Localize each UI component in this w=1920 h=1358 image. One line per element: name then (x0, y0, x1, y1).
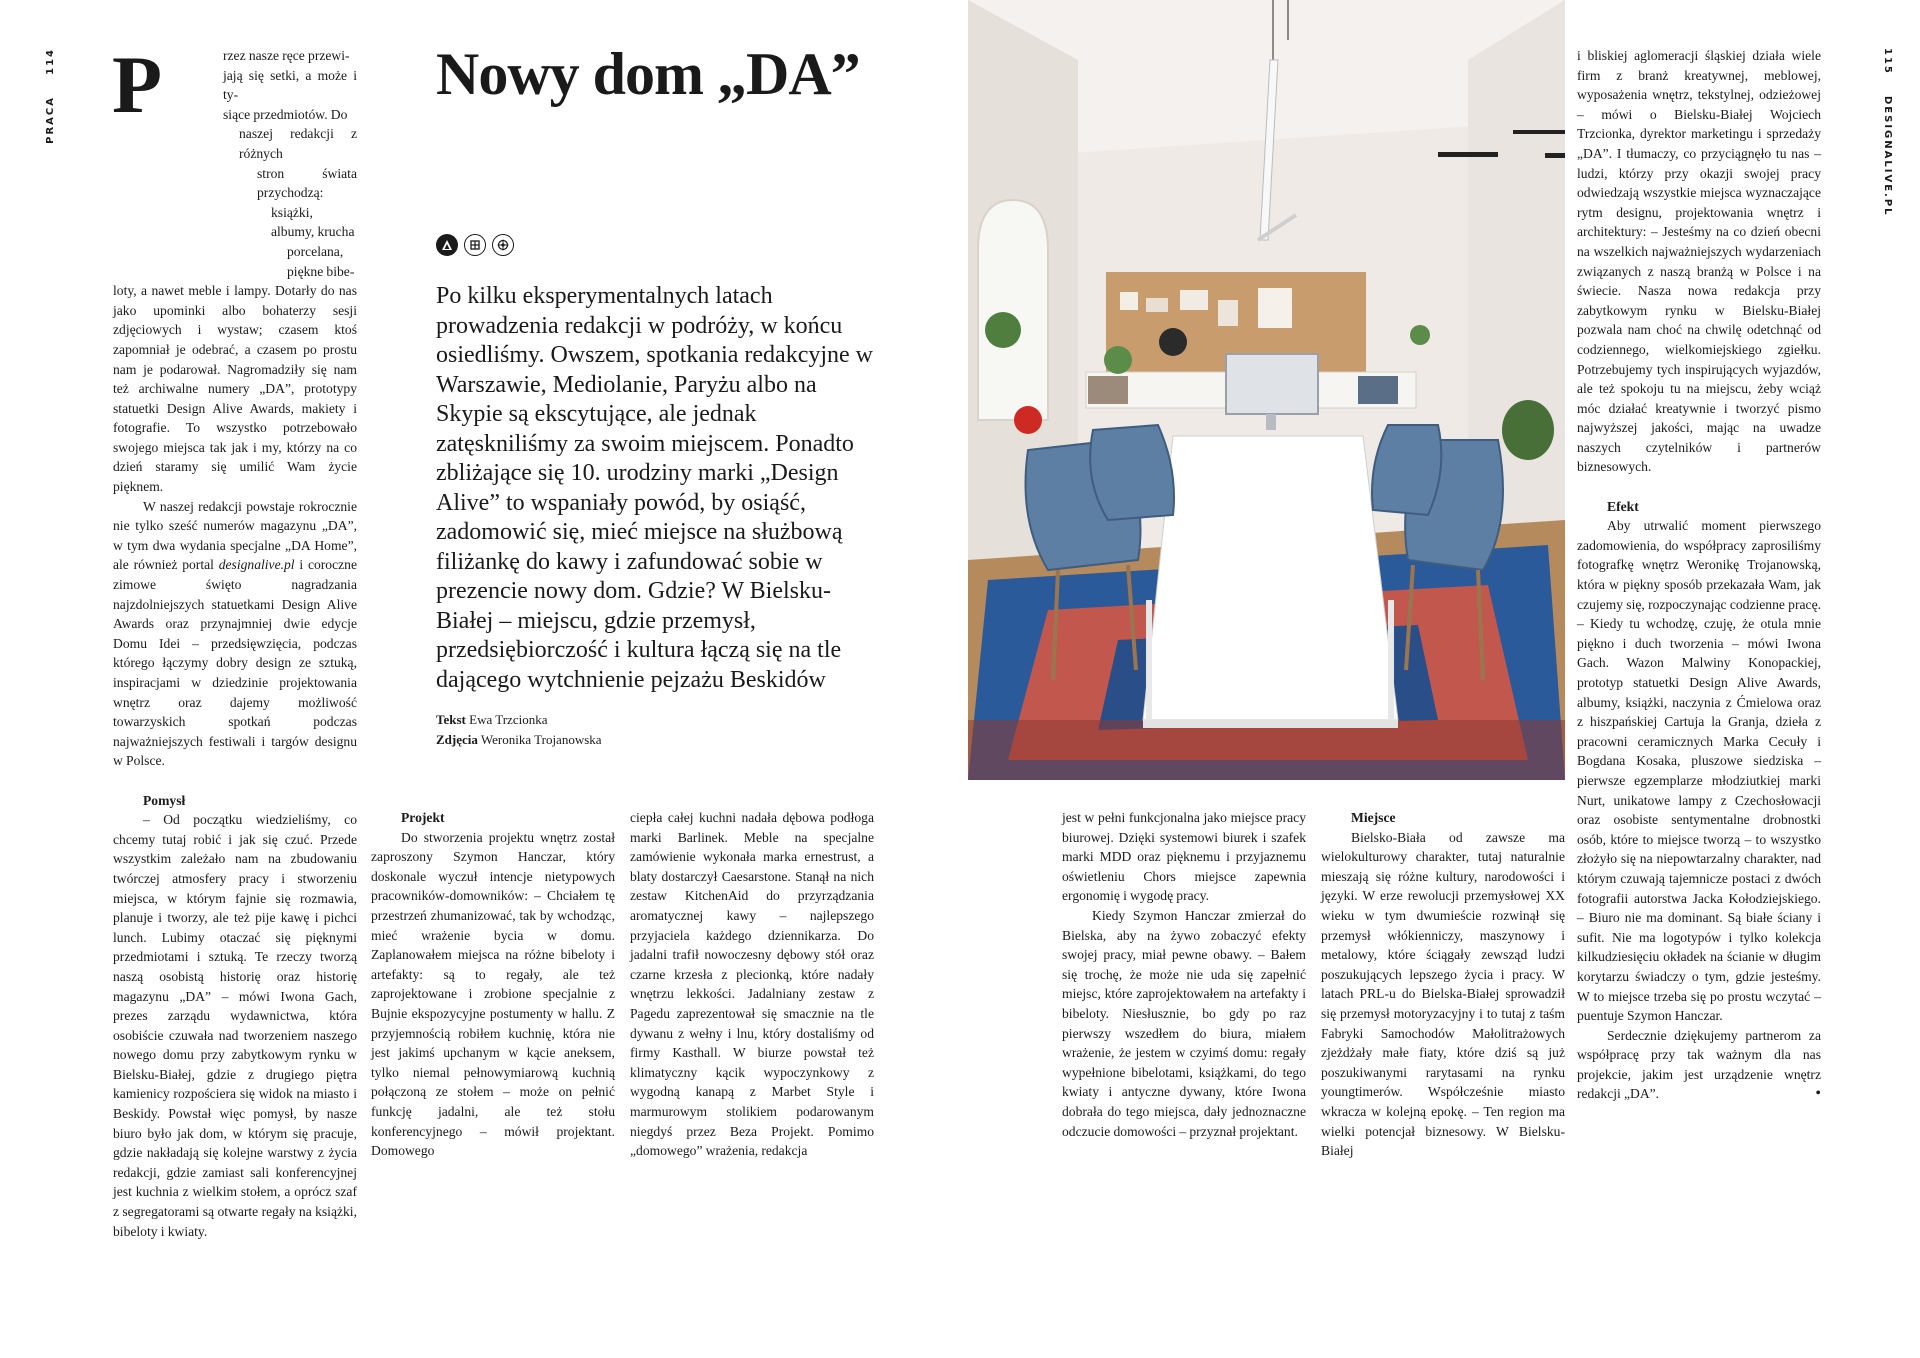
page-number-right: 115 (1882, 48, 1893, 75)
subhead-efekt: Efekt (1607, 498, 1639, 514)
section-label: PRACA (45, 96, 56, 144)
category-icons (436, 234, 514, 256)
dropcap-letter: P (112, 39, 163, 130)
column-2 (371, 808, 615, 1161)
lead-paragraph: Po kilku eksperymentalnych latach prowadzenia redakcji w podróży, w końcu osiedliśmy. Owszem, spotkania redakcyjne w Warszawie, Mediolanie, Paryżu albo na Skypie są ekscytujące, ale jednak zatęskniliśmy za swoim miejscem. Ponadto zbliżające się 10. urodziny marki „Design Alive” to wspaniały powód, by osiąść, zadomowić się, mieć miejsce na służbową filiżankę do kawy i zafundować sobie w prezencie nowy dom. Gdzie? W Bielsku-Białej – miejscu, gdzie przemysł, przedsiębiorczość i kultura łączą się na tle dającego wytchnienie pejzażu Beskidów (436, 283, 874, 693)
paragraph: W naszej redakcji powstaje rokrocznie nie tylko sześć numerów magazynu „DA”, w tym dwa wydania specjalne „DA Home”, ale również portal designalive.pl i coroczne zimowe święto nagradzania najzdolniejszych statuetkami Design Alive Awards oraz przynajmniej dwie edycje Domu Idei – przedsięwzięcia, podczas którego łączymy dobry design ze sztuką, inspiracjami w dziedzinie projektowania wnętrz oraz dajemy możliwość towarzyskich spotkań podczas najważniejszych festiwali i targów designu w Polsce. (113, 498, 357, 769)
photo-credit: Zdjęcia Weronika Trojanowska (436, 731, 602, 747)
text-credit: Tekst Ewa Trzcionka (436, 712, 548, 727)
page-number-left: 114 (45, 48, 56, 75)
architecture-icon (436, 234, 458, 256)
paragraph: ciepła całej kuchni nadała dębowa podłoga marki Barlinek. Meble na specjalne zamówienie wykonała marka ernestrust, a blaty dostarczył Caesarstone. Stanął na nich zestaw KitchenAid do przyrządzania aromatycznej kawy – najlepszego przyjaciela każdego dziennikarza. Do jadalni trafił nowoczesny dębowy stół oraz czarne krzesła z plecionką, które nadały wnętrzu lekkości. Jadalniany zestaw z Pagedu zaprezentował się smacznie na tle dywanu z wełny i lnu, który dostaliśmy od firmy Kasthall. W biurze powstał też klimatyczny kącik wypoczynkowy z wygodną kanapą z Marbet Style i marmurowym stolikiem podarowanym niegdyś przez Beza Projekt. Pomimo „domowego” wrażenia, redakcja (630, 810, 874, 1159)
paragraph: Do stworzenia projektu wnętrz został zaproszony Szymon Hanczar, który doskonale wyczuł intencje nietypowych pracowników-domowników: – Chciałem tę przestrzeń zhumanizować, tak by wchodząc, mieć wrażenie bycia w domu. Zaplanowałem miejsca na różne bibeloty i artefakty: są to regały, ale też zaprojektowane i zrobione specjalnie z Bujnie ekspozycyjne postumenty w hallu. Z przyjemnością robiłem kuchnię, która nie jest jakimś upchanym w kącie aneksem, tylko niemal pełnowymiarową kuchnią połączoną ze stołem – może on pełnić funkcję jadalni, ale też stołu konferencyjnego – mówił projektant. Domowego (371, 829, 615, 1159)
paragraph: i bliskiej aglomeracji śląskiej działa wiele firm z branż kreatywnej, meblowej, wyposażenia wnętrz, tekstylnej, odzieżowej – mówi o Bielsku-Białej Wojciech Trzcionka, dyrektor marketingu i sprzedaży „DA”. I tłumaczy, co przyciągnęło tu nas – ludzi, którzy przy okazji swojej pracy odwiedzają wszystkie miejsca wyznaczające rytm designu, projektowania wnętrz i architektury: – Jesteśmy na co dzień obecni na wszelkich najważniejszych wydarzeniach związanych z naszą branżą w Polsce i na świecie. Nasza nowa redakcja przy zabytkowym rynku w Bielsku-Białej pozwala nam choć na chwilę odetchnąć od codziennego, wielkomiejskiego zgiełku. Potrzebujemy tych inspirujących wyjazdów, ale też spokoju tu na miejscu, żeby wciąż móc działać kreatywnie i tworzyć pismo najwyższej jakości, mając na uwadze naszych czytelników i partnerów biznesowych. (1577, 48, 1821, 475)
paragraph: Aby utrwalić moment pierwszego zadomowienia, do współpracy zaprosiliśmy fotografkę wnętrz Weronikę Trojanowską, która w piękny sposób przekazała Wam, jak czujemy się, rozpoczynając codzienne pracę. – Kiedy tu wchodzę, czuję, że otula mnie piękno i duch tworzenia – mówi Iwona Gach. Wazon Malwiny Konopackiej, prototyp statuetki Design Alive Awards, albumy, książki, naczynia z Ćmielowa oraz z hiszpańskiej Cartuja la Granja, dzieła z pracowni ceramicznych Marka Cecuły i Bogdana Kosaka, pluszowe siedziska – pierwsze egzemplarze młodziutkiej marki Nurt, unikatowe lampy z Czechosłowacji oraz osobiste sentymentalne drobnostki osób, które to miejsce tworzą – to wszystko złożyło się na niepowtarzalny charakter, nad którym czuwają tajemnicze postaci z dwóch fotografii autorstwa Jacka Kołodziejskiego. – Biuro nie ma dominant. Są białe ściany i sufit. Nie ma logotypów i tylko kolekcja kilkudziesięciu okładek na ścianie w długim korytarzu świadczy o tym, gdzie jesteśmy. W to miejsce trzeba się po prostu wczytać – puentuje Szymon Hanczar. (1577, 518, 1821, 1024)
interior-icon (464, 234, 486, 256)
column-3 (630, 808, 874, 1161)
column-4 (1062, 808, 1306, 1141)
column-6 (1577, 46, 1821, 1104)
intro-indented-lines: rzez nasze ręce przewi- jają się setki, a może i ty- siące przedmiotów. Do naszej redakcji z różnych stron świata przychodzą: książki, albumy, krucha porcelana, piękne bibe- (223, 48, 357, 279)
article-title: Nowy dom „DA” (436, 41, 860, 107)
design-icon (492, 234, 514, 256)
paragraph: Kiedy Szymon Hanczar zmierzał do Bielska, aby na żywo zobaczyć efekty swojej pracy, miał pewne obawy. – Bałem się trochę, że może nie uda się zapełnić miejsc, które zaprojektowałem na artefakty i bibeloty. Niesłusznie, bo gdy po raz pierwszy wszedłem do biura, miałem wrażenie, że jestem w czyimś domu: regały wypełnione bibelotami, książkami, do tego kwiaty i antyczne dywany, które Iwona dobrała do tego miejsca, dały jednoznaczne odczucie domowości – przyznał projektant. (1062, 907, 1306, 1139)
subhead-miejsce: Miejsce (1351, 810, 1396, 825)
paragraph: Serdecznie dziękujemy partnerom za współpracę przy tak ważnym dla nas projekcie, jakim jest urządzenie wnętrz redakcji „DA”. • (1577, 1027, 1821, 1103)
paragraph: Bielsko-Biała od zawsze ma wielokulturowy charakter, tutaj naturalnie mieszają się różne kultury, narodowości i języki. W erze rewolucji przemysłowej XX wieku w tym dwumieście rozwinął się przemysł włókienniczy, maszynowy i metalowy, które ściągały zewsząd ludzi poszukujących lepszego życia i pracy. W latach PRL-u do Bielska-Białej sprowadził się przemysł motoryzacyjny i to tutaj z taśm Fabryki Samochodów Małolitrażowych zjeżdżały małe fiaty, które dziś są już poszukiwanymi rarytasami na rynku youngtimerów. Współcześnie miasto wkracza w kolejną epokę. – Ten region ma wielki potencjał biznesowy. W Bielsku-Białej (1321, 829, 1565, 1159)
intro-rest: loty, a nawet meble i lampy. Dotarły do nas jako upominki albo bohaterzy sesji zdjęciowych i wystaw; czasem ktoś zapomniał je odebrać, a czasem po prostu nam je podarował. Nagromadziły się nam też archiwalne numery „DA”, prototypy statuetki Design Alive Awards, makiety i fotografie. To wszystko potrzebowało swojego miejsca tak jak i my, którzy na co dzień staramy się umilić Wam życie pięknem. (113, 283, 357, 495)
column-5 (1321, 808, 1565, 1161)
paragraph: – Od początku wiedzieliśmy, co chcemy tutaj robić i jak się czuć. Przede wszystkim zależało nam na zbudowaniu twórczej atmosfery pracy i stworzeniu miejsca, w którym fajnie się rozmawia, planuje i tworzy, ale też pije kawę i pichci lunch. Lubimy otaczać się pięknymi przedmiotami i sztuką. Te rzeczy tworzą naszą osobistą historię oraz historię magazynu „DA” – mówi Iwona Gach, prezes zarządu wydawnictwa, która osobiście czuwała nad tworzeniem naszego nowego domu przy zabytkowym rynku w Bielsku-Białej, gdzie z drugiego piętra kamienicy rozpościera się widok na miasto i Beskidy. Powstał więc pomysł, by nasze biuro było jak dom, w którym się pracuje, gdzie nakładają się kolejne warstwy z życia redakcji, gdzie zamiast sali konferencyjnej jest kuchnia z wielkim stołem, a oprócz szaf z segregatorami są otwarte regały na książki, bibeloty i kwiaty. (113, 812, 357, 1239)
site-label: DESIGNALIVE.PL (1882, 96, 1893, 217)
column-1 (112, 39, 357, 1241)
subhead-pomysl: Pomysł (143, 792, 186, 808)
paragraph: jest w pełni funkcjonalna jako miejsce pracy biurowej. Dzięki systemowi biurek i szafek marki MDD oraz pięknemu i przyjaznemu oświetleniu Chors miejsce zapewnia ergonomię i wygodę pracy. (1062, 810, 1306, 904)
end-mark: • (1815, 1085, 1821, 1103)
credits (436, 710, 756, 749)
office-interior-photo (968, 0, 1565, 780)
subhead-projekt: Projekt (401, 810, 445, 825)
